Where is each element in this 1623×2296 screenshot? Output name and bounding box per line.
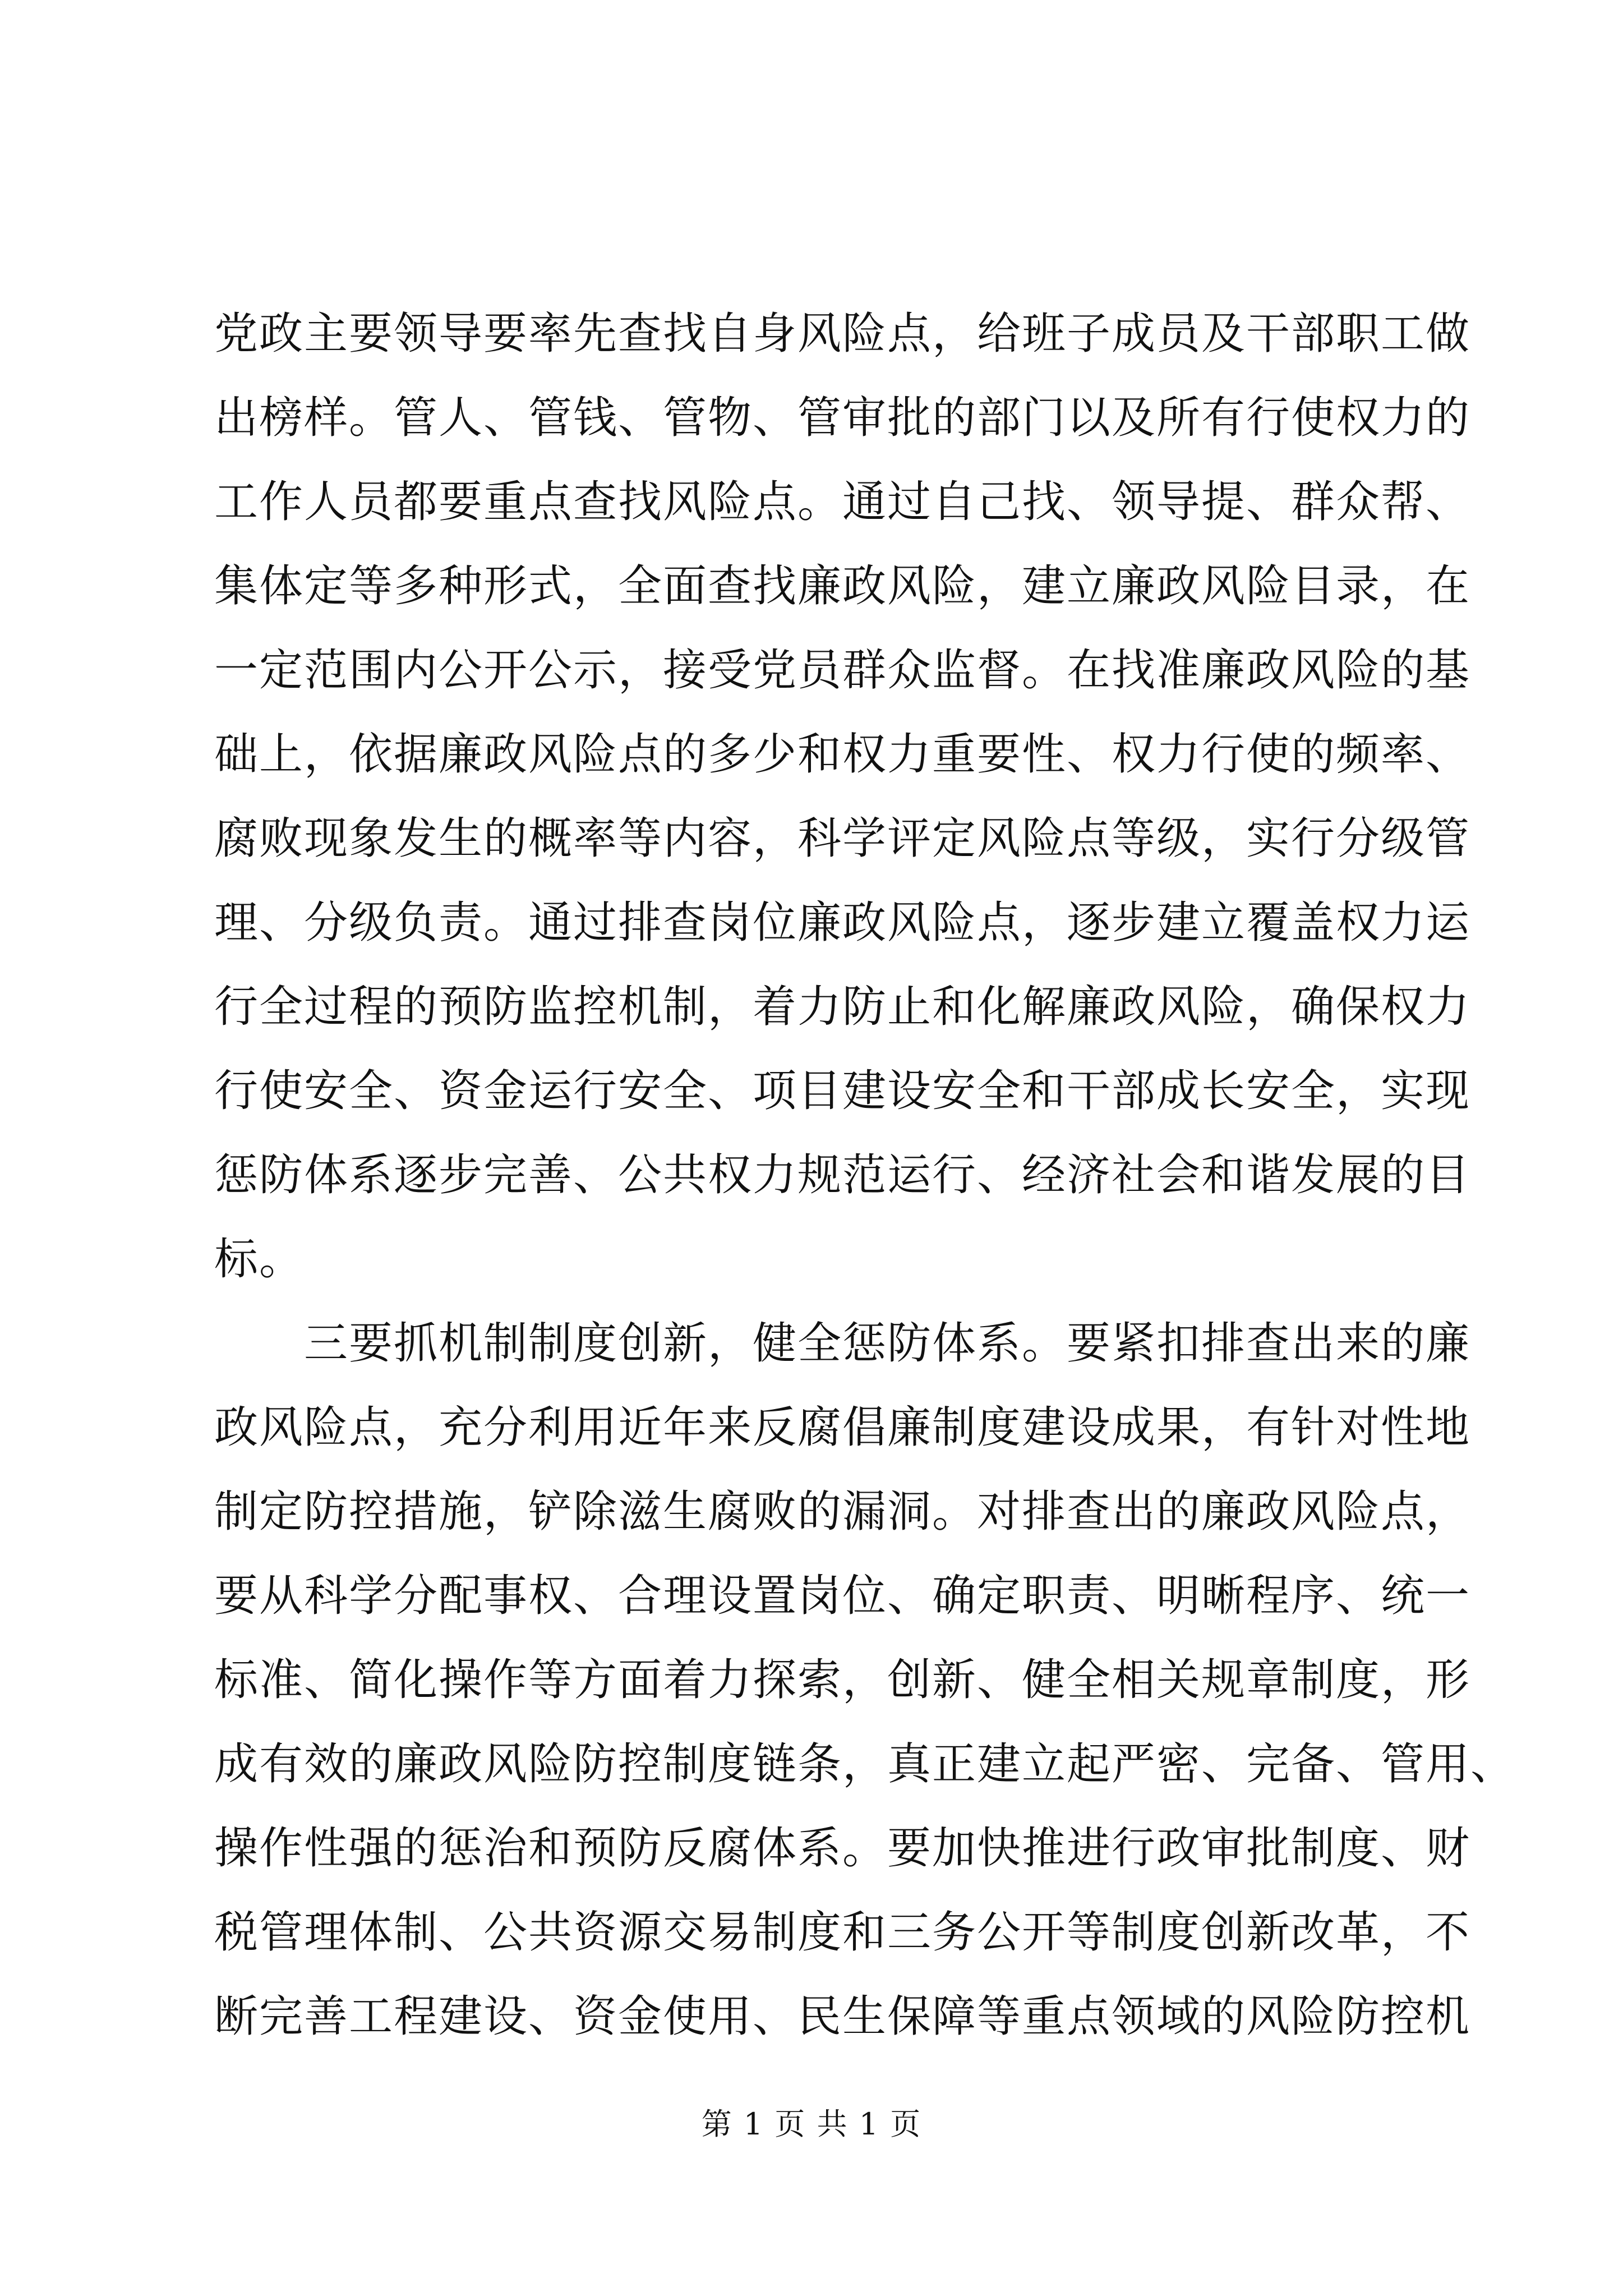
text-line: 行使安全、资金运行安全、项目建设安全和干部成长安全，实现 [214,1066,1471,1116]
text-line: 断完善工程建设、资金使用、民生保障等重点领域的风险防控机 [214,1991,1471,2042]
text-line: 集体定等多种形式，全面查找廉政风险，建立廉政风险目录，在 [214,561,1471,611]
text-line: 标。 [214,1234,305,1285]
text-line: 一定范围内公开公示，接受党员群众监督。在找准廉政风险的基 [214,645,1471,696]
text-line: 政风险点，充分利用近年来反腐倡廉制度建设成果，有针对性地 [214,1402,1471,1453]
text-line: 税管理体制、公共资源交易制度和三务公开等制度创新改革，不 [214,1907,1471,1958]
text-line: 成有效的廉政风险防控制度链条，真正建立起严密、完备、管用、 [214,1739,1516,1789]
text-line: 制定防控措施，铲除滋生腐败的漏洞。对排查出的廉政风险点， [214,1487,1471,1537]
text-line: 理、分级负责。通过排查岗位廉政风险点，逐步建立覆盖权力运 [214,898,1471,948]
text-line: 惩防体系逐步完善、公共权力规范运行、经济社会和谐发展的目 [214,1150,1471,1200]
text-line: 工作人员都要重点查找风险点。通过自己找、领导提、群众帮、 [214,477,1471,527]
text-line: 础上，依据廉政风险点的多少和权力重要性、权力行使的频率、 [214,729,1471,780]
document-body [214,292,1516,2059]
text-line: 出榜样。管人、管钱、管物、管审批的部门以及所有行使权力的 [214,393,1471,443]
text-line: 党政主要领导要率先查找自身风险点，给班子成员及干部职工做 [214,309,1471,359]
text-line: 腐败现象发生的概率等内容，科学评定风险点等级，实行分级管 [214,813,1471,864]
text-line: 行全过程的预防监控机制，着力防止和化解廉政风险，确保权力 [214,982,1471,1032]
text-line: 操作性强的惩治和预防反腐体系。要加快推进行政审批制度、财 [214,1823,1471,1874]
text-line: 标准、简化操作等方面着力探索，创新、健全相关规章制度，形 [214,1655,1471,1705]
text-line: 要从科学分配事权、合理设置岗位、确定职责、明晰程序、统一 [214,1571,1471,1621]
page-footer: 第 1 页 共 1 页 [701,2106,922,2142]
paragraph-first-line: 三要抓机制制度创新，健全惩防体系。要紧扣排查出来的廉 [304,1318,1471,1369]
